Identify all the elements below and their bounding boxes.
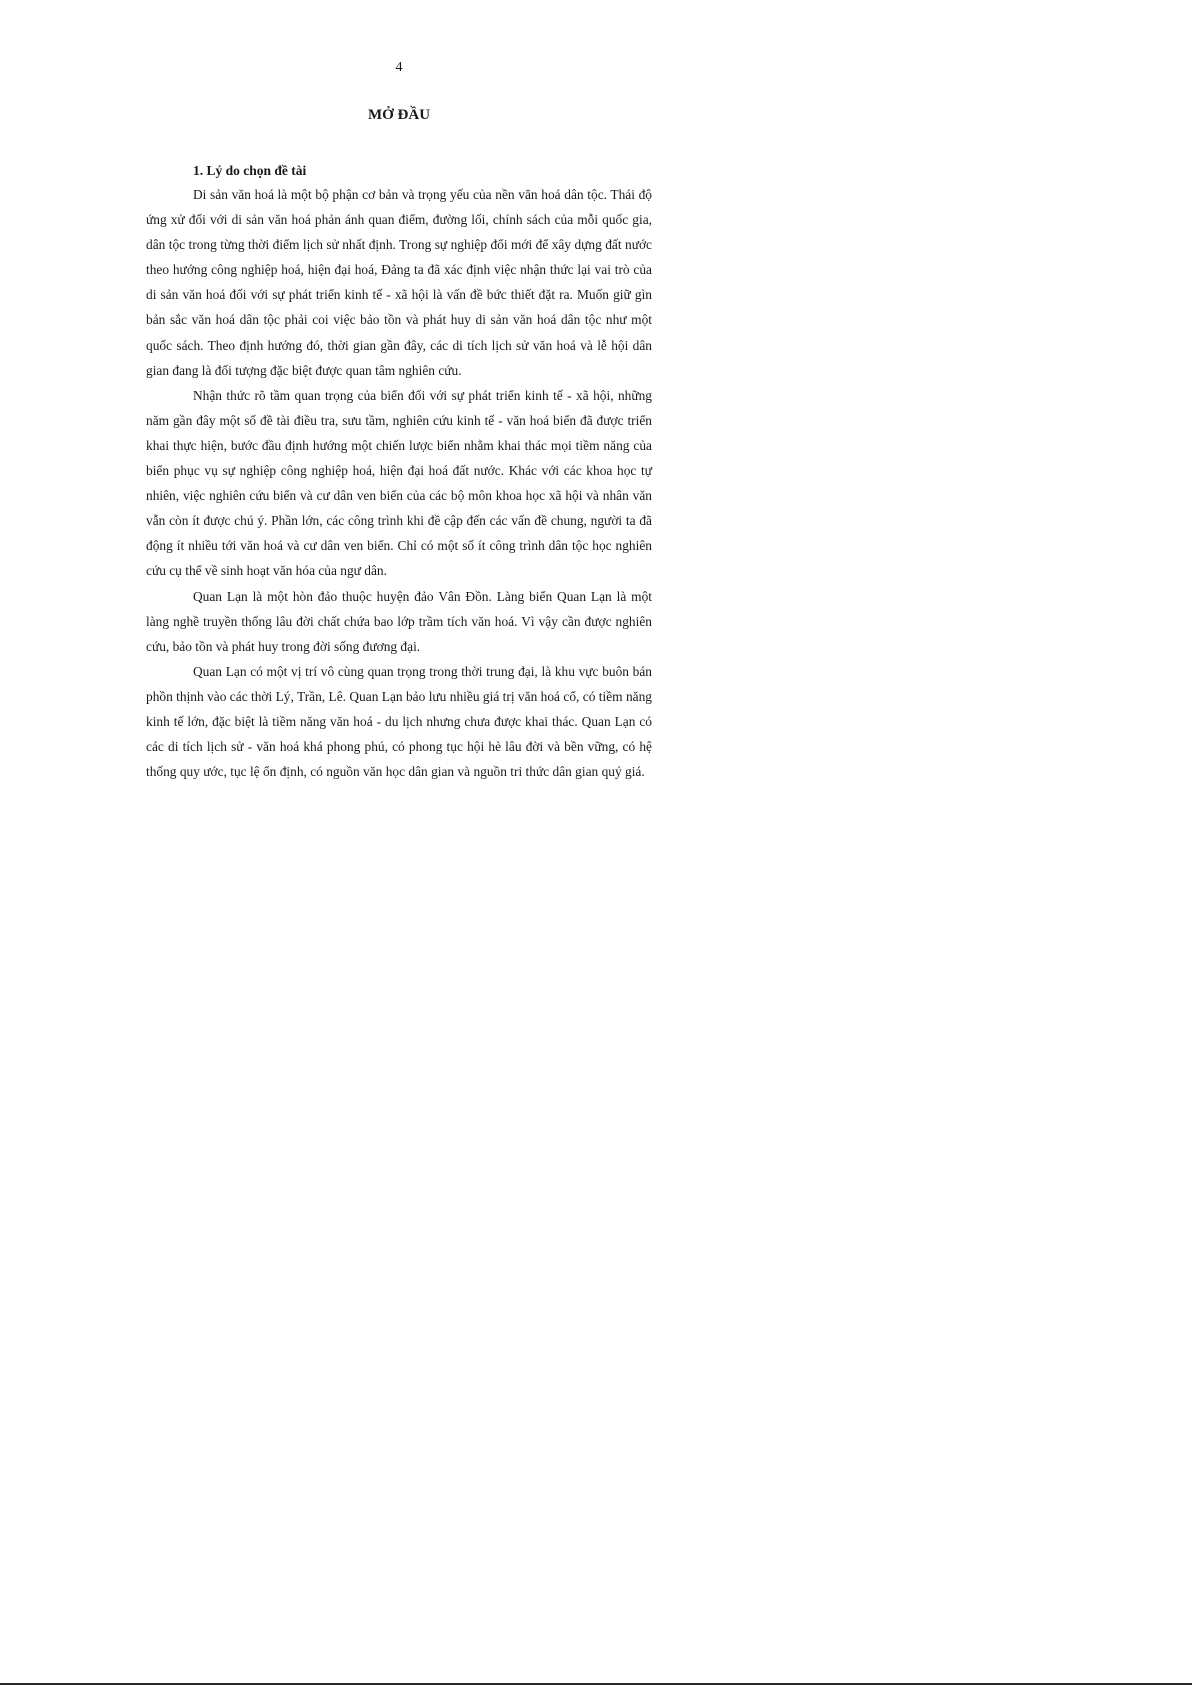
document-body	[146, 160, 652, 784]
paragraph-4: Quan Lạn có một vị trí vô cùng quan trọng trong thời trung đại, là khu vực buôn bán phồn thịnh vào các thời Lý, Trần, Lê. Quan Lạn bảo lưu nhiều giá trị văn hoá cổ, có tiềm năng kinh tế lớn, đặc biệt là tiềm năng văn hoá - du lịch nhưng chưa được khai thác. Quan Lạn có các di tích lịch sử - văn hoá khá phong phú, có phong tục hội hè lâu đời và bền vững, có hệ thống quy ước, tục lệ ổn định, có nguồn văn học dân gian và nguồn tri thức dân gian quý giá.	[146, 663, 652, 780]
page-title: MỞ ĐẦU	[367, 107, 431, 123]
paragraph-3: Quan Lạn là một hòn đảo thuộc huyện đảo Vân Đồn. Làng biển Quan Lạn là một làng nghề truyền thống lâu đời chất chứa bao lớp trầm tích văn hoá. Vì vậy cần được nghiên cứu, bảo tồn và phát huy trong đời sống đương đại.	[146, 588, 652, 654]
paragraph-1: Di sản văn hoá là một bộ phận cơ bản và trọng yếu của nền văn hoá dân tộc. Thái độ ứng xử đối với di sản văn hoá phản ánh quan điểm, đường lối, chính sách của mỗi quốc gia, dân tộc trong từng thời điểm lịch sử nhất định. Trong sự nghiệp đổi mới để xây dựng đất nước theo hướng công nghiệp hoá, hiện đại hoá, Đảng ta đã xác định việc nhận thức lại vai trò của di sản văn hoá đối với sự phát triển kinh tế - xã hội là vấn đề bức thiết đặt ra. Muốn giữ gìn bản sắc văn hoá dân tộc phải coi việc bảo tồn và phát huy di sản văn hoá dân tộc như một quốc sách. Theo định hướng đó, thời gian gần đây, các di tích lịch sử văn hoá và lễ hội dân gian đang là đối tượng đặc biệt được quan tâm nghiên cứu.	[146, 187, 652, 378]
page-number: 4	[395, 60, 403, 75]
section-heading: 1. Lý do chọn đề tài	[193, 163, 307, 178]
paragraph-2: Nhận thức rõ tầm quan trọng của biển đối với sự phát triển kinh tế - xã hội, những năm gần đây một số đề tài điều tra, sưu tầm, nghiên cứu kinh tế - văn hoá biển đã được triển khai thực hiện, bước đầu định hướng một chiến lược biển nhằm khai thác mọi tiềm năng của biển phục vụ sự nghiệp công nghiệp hoá, hiện đại hoá đất nước. Khác với các khoa học tự nhiên, việc nghiên cứu biển và cư dân ven biển của các bộ môn khoa học xã hội và nhân văn vẫn còn ít được chú ý. Phần lớn, các công trình khi đề cập đến các vấn đề chung, người ta đã động ít nhiều tới văn hoá và cư dân ven biển. Chỉ có một số ít công trình dân tộc học nghiên cứu cụ thể về sinh hoạt văn hóa của ngư dân.	[146, 387, 652, 579]
